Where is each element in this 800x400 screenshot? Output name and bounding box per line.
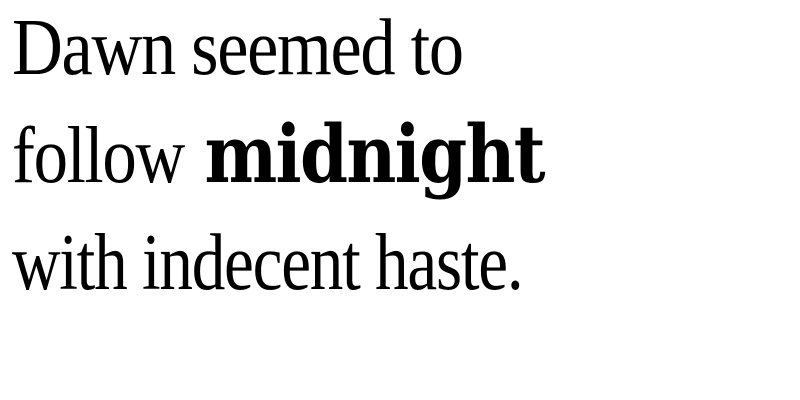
specimen-line-2	[12, 101, 683, 209]
specimen-line-3	[12, 209, 667, 316]
specimen-line-3-text: with indecent haste.	[12, 219, 523, 307]
specimen-line-2-bold-text: midnight	[204, 107, 544, 201]
specimen-line-1	[12, 0, 698, 101]
specimen-line-1-text: Dawn seemed to	[12, 4, 463, 92]
type-specimen	[12, 0, 792, 316]
specimen-line-2-regular-text: follow	[12, 112, 184, 200]
